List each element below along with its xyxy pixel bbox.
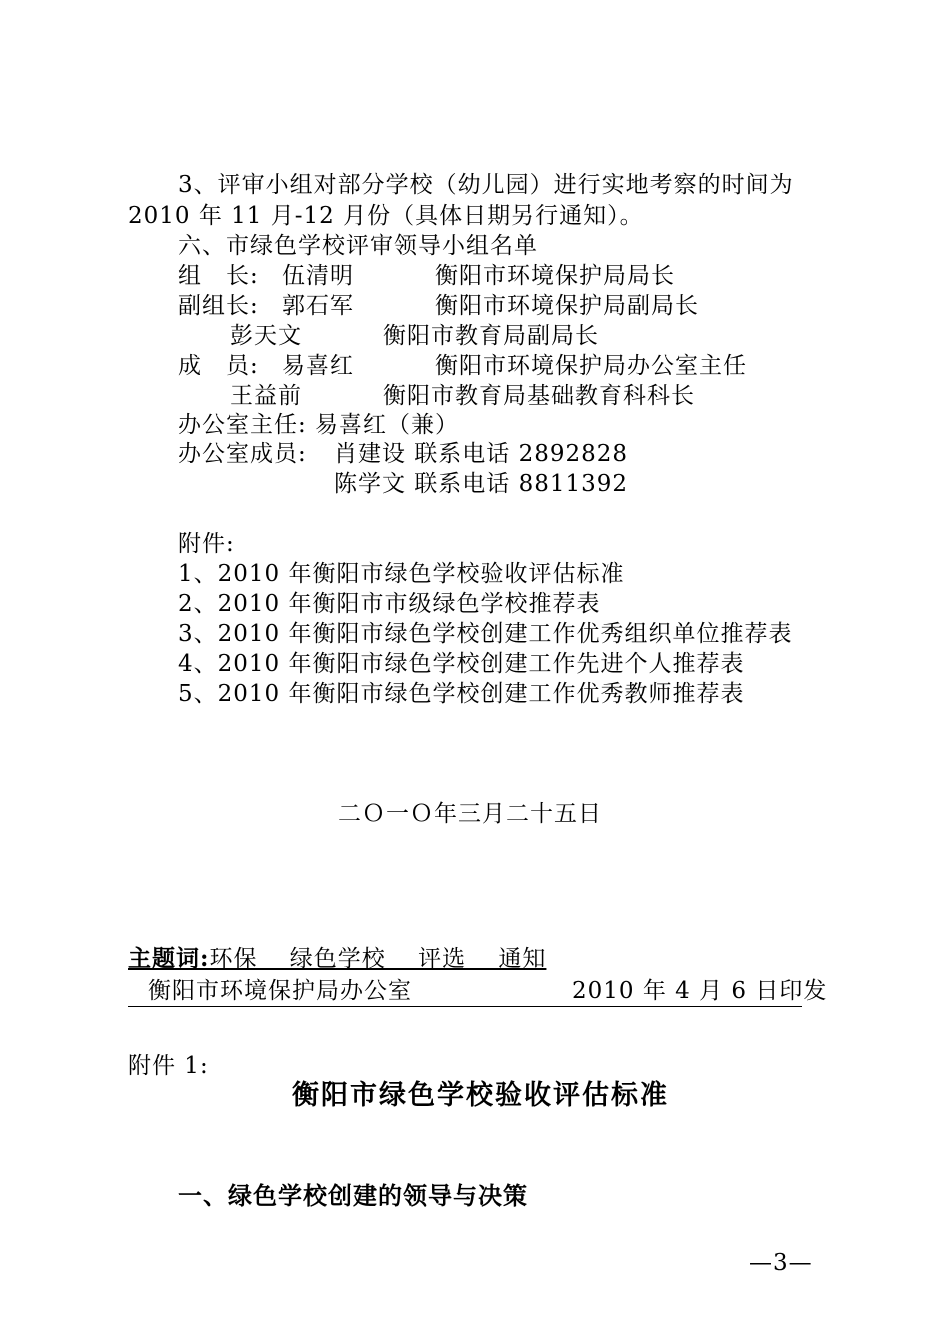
section6-title: 六、市绿色学校评审领导小组名单 [178,233,538,259]
deputy-role: 副组长: [178,293,259,319]
document-date: 二Ｏ一Ｏ年三月二十五日 [338,801,602,827]
member1-title: 衡阳市环境保护局办公室主任 [435,353,747,379]
appendix1-title: 衡阳市绿色学校验收评估标准 [292,1080,669,1111]
attachment-item: 3、2010 年衡阳市绿色学校创建工作优秀组织单位推荐表 [178,621,793,647]
section1-title: 一、绿色学校创建的领导与决策 [178,1181,528,1210]
office-members-label: 办公室成员: [178,441,307,467]
member2-name: 王益前 [230,383,302,409]
member-role: 成 员: [178,353,259,379]
deputy1-name: 郭石军 [282,293,354,319]
attachments-label: 附件: [178,531,235,557]
para3-line2: 2010 年 11 月-12 月份（具体日期另行通知）。 [128,203,644,229]
attachment-item: 1、2010 年衡阳市绿色学校验收评估标准 [178,561,625,587]
member1-name: 易喜红 [282,353,354,379]
member2-title: 衡阳市教育局基础教育科科长 [383,383,695,409]
issue-line-divider [128,1006,802,1007]
deputy2-name: 彭天文 [230,323,302,349]
office-member2: 陈学文 联系电话 8811392 [334,471,629,497]
keywords-line [128,944,546,974]
appendix1-label: 附件 1: [128,1053,209,1079]
leader-title: 衡阳市环境保护局局长 [435,263,675,289]
office-director: 办公室主任: 易喜红（兼） [178,412,460,438]
leader-name: 伍清明 [282,263,354,289]
deputy1-title: 衡阳市环境保护局副局长 [435,293,699,319]
keywords: 环保 绿色学校 评选 通知 [209,946,547,972]
attachment-item: 4、2010 年衡阳市绿色学校创建工作先进个人推荐表 [178,651,745,677]
para3-line1: 3、评审小组对部分学校（幼儿园）进行实地考察的时间为 [178,172,794,198]
attachment-item: 5、2010 年衡阳市绿色学校创建工作优秀教师推荐表 [178,681,745,707]
attachment-item: 2、2010 年衡阳市市级绿色学校推荐表 [178,591,601,617]
issuer: 衡阳市环境保护局办公室 [148,978,412,1004]
keywords-label: 主题词: [128,945,210,972]
office-member1: 肖建设 联系电话 2892828 [334,441,629,467]
issue-date: 2010 年 4 月 6 日印发 [572,978,828,1004]
page-number: —3— [749,1250,813,1276]
deputy2-title: 衡阳市教育局副局长 [383,323,599,349]
leader-role: 组 长: [178,263,259,289]
